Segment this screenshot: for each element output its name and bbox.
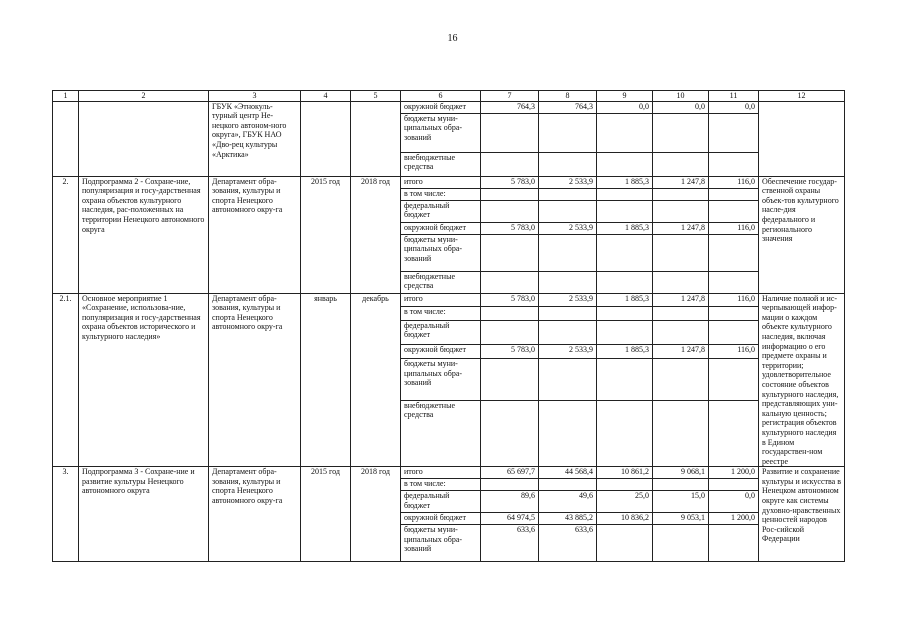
start-cell — [301, 101, 351, 176]
amount-cell — [539, 188, 597, 200]
amount-cell — [539, 113, 597, 152]
amount-cell: 116,0 — [709, 222, 759, 234]
funding-source-cell: окружной бюджет — [401, 101, 481, 113]
funding-source-cell: бюджеты муни-ципальных обра-зований — [401, 113, 481, 152]
executor-cell: Департамент обра-зования, культуры и спорта Ненецкого автономного окру-га — [209, 467, 301, 562]
amount-cell — [597, 200, 653, 222]
column-number-3: 3 — [209, 91, 301, 102]
program-table — [52, 90, 845, 562]
program-name-cell: Подпрограмма 3 - Сохране-ние и развитие культуры Ненецкого автономного округа — [79, 467, 209, 562]
column-number-9: 9 — [597, 91, 653, 102]
amount-cell — [653, 200, 709, 222]
amount-cell — [597, 234, 653, 271]
funding-source-cell: внебюджетные средства — [401, 152, 481, 176]
amount-cell — [709, 200, 759, 222]
amount-cell: 1 200,0 — [709, 467, 759, 479]
column-number-5: 5 — [351, 91, 401, 102]
amount-cell — [597, 525, 653, 562]
amount-cell — [597, 359, 653, 401]
column-number-1: 1 — [53, 91, 79, 102]
amount-cell: 633,6 — [539, 525, 597, 562]
end-date-cell: декабрь — [351, 293, 401, 467]
expected-result-cell: Обеспечение государ-ственной охраны объек-тов культурного насле-дия федерального и регионального значения — [759, 176, 845, 293]
row-number-cell: 3. — [53, 467, 79, 562]
executor-cell: Департамент обра-зования, культуры и спорта Ненецкого автономного окру-га — [209, 176, 301, 293]
executor-cell: Департамент обра-зования, культуры и спорта Ненецкого автономного окру-га — [209, 293, 301, 467]
amount-cell: 633,6 — [481, 525, 539, 562]
funding-source-cell: в том числе: — [401, 188, 481, 200]
amount-cell — [709, 479, 759, 491]
amount-cell: 764,3 — [539, 101, 597, 113]
amount-cell: 44 568,4 — [539, 467, 597, 479]
amount-cell: 0,0 — [653, 101, 709, 113]
amount-cell: 5 783,0 — [481, 345, 539, 359]
amount-cell — [539, 359, 597, 401]
amount-cell — [539, 200, 597, 222]
amount-cell: 43 885,2 — [539, 513, 597, 525]
amount-cell — [539, 479, 597, 491]
amount-cell — [709, 271, 759, 293]
amount-cell — [539, 320, 597, 345]
amount-cell: 0,0 — [597, 101, 653, 113]
header-row — [53, 91, 845, 102]
amount-cell — [709, 307, 759, 321]
amount-cell — [481, 113, 539, 152]
amount-cell — [653, 359, 709, 401]
row-number-cell — [53, 101, 79, 176]
amount-cell: 5 783,0 — [481, 176, 539, 188]
amount-cell — [653, 479, 709, 491]
amount-cell — [539, 271, 597, 293]
amount-cell: 116,0 — [709, 293, 759, 307]
funding-source-cell: бюджеты муни-ципальных обра-зований — [401, 234, 481, 271]
amount-cell — [597, 320, 653, 345]
table-row — [53, 176, 845, 188]
amount-cell — [709, 320, 759, 345]
amount-cell: 116,0 — [709, 176, 759, 188]
result-cell — [759, 101, 845, 176]
funding-source-cell: федеральный бюджет — [401, 491, 481, 513]
funding-source-cell: федеральный бюджет — [401, 200, 481, 222]
amount-cell: 5 783,0 — [481, 222, 539, 234]
amount-cell — [481, 234, 539, 271]
amount-cell — [597, 400, 653, 467]
funding-source-cell: в том числе: — [401, 479, 481, 491]
amount-cell: 1 885,3 — [597, 176, 653, 188]
amount-cell — [481, 271, 539, 293]
amount-cell — [597, 188, 653, 200]
amount-cell: 15,0 — [653, 491, 709, 513]
end-date-cell: 2018 год — [351, 176, 401, 293]
funding-source-cell: в том числе: — [401, 307, 481, 321]
amount-cell: 1 885,3 — [597, 222, 653, 234]
funding-source-cell: внебюджетные средства — [401, 400, 481, 467]
amount-cell — [709, 400, 759, 467]
amount-cell — [481, 200, 539, 222]
table-row — [53, 293, 845, 307]
amount-cell: 49,6 — [539, 491, 597, 513]
amount-cell: 5 783,0 — [481, 293, 539, 307]
column-number-4: 4 — [301, 91, 351, 102]
amount-cell — [709, 188, 759, 200]
column-number-2: 2 — [79, 91, 209, 102]
amount-cell — [539, 234, 597, 271]
amount-cell — [653, 320, 709, 345]
amount-cell — [539, 400, 597, 467]
column-number-7: 7 — [481, 91, 539, 102]
program-name-cell: Основное мероприятие 1 «Сохранение, использова-ние, популяризация и госу-дарственная охрана объектов исторического и культурного наследия» — [79, 293, 209, 467]
amount-cell — [597, 113, 653, 152]
amount-cell: 10 861,2 — [597, 467, 653, 479]
funding-source-cell: федеральный бюджет — [401, 320, 481, 345]
executor-cell: ГБУК «Этнокуль-турный центр Не-нецкого автоном-ного округа», ГБУК НАО «Дво-рец культуры «Арктика» — [209, 101, 301, 176]
amount-cell — [481, 307, 539, 321]
table-row — [53, 467, 845, 479]
amount-cell — [539, 152, 597, 176]
amount-cell — [653, 307, 709, 321]
amount-cell — [597, 271, 653, 293]
amount-cell: 9 068,1 — [653, 467, 709, 479]
start-date-cell: 2015 год — [301, 467, 351, 562]
funding-source-cell: окружной бюджет — [401, 222, 481, 234]
funding-source-cell: бюджеты муни-ципальных обра-зований — [401, 525, 481, 562]
program-name-cell — [79, 101, 209, 176]
amount-cell — [709, 152, 759, 176]
amount-cell — [481, 359, 539, 401]
column-number-6: 6 — [401, 91, 481, 102]
amount-cell — [653, 234, 709, 271]
amount-cell: 1 247,8 — [653, 176, 709, 188]
amount-cell: 116,0 — [709, 345, 759, 359]
amount-cell: 1 247,8 — [653, 293, 709, 307]
row-number-cell: 2.1. — [53, 293, 79, 467]
amount-cell: 1 200,0 — [709, 513, 759, 525]
amount-cell — [597, 479, 653, 491]
amount-cell — [653, 152, 709, 176]
expected-result-cell: Развитие и сохранение культуры и искусства в Ненецком автономном округе как системы духовно-нравственных ценностей народов Рос-сийской Федерации — [759, 467, 845, 562]
amount-cell: 2 533,9 — [539, 176, 597, 188]
amount-cell — [539, 307, 597, 321]
column-number-10: 10 — [653, 91, 709, 102]
amount-cell — [709, 525, 759, 562]
amount-cell — [709, 113, 759, 152]
amount-cell: 2 533,9 — [539, 222, 597, 234]
column-number-8: 8 — [539, 91, 597, 102]
column-number-11: 11 — [709, 91, 759, 102]
amount-cell: 1 247,8 — [653, 222, 709, 234]
end-cell — [351, 101, 401, 176]
amount-cell: 10 836,2 — [597, 513, 653, 525]
amount-cell — [481, 152, 539, 176]
amount-cell — [481, 400, 539, 467]
amount-cell — [481, 479, 539, 491]
amount-cell — [653, 525, 709, 562]
amount-cell: 9 053,1 — [653, 513, 709, 525]
amount-cell: 25,0 — [597, 491, 653, 513]
amount-cell: 1 885,3 — [597, 293, 653, 307]
start-date-cell: 2015 год — [301, 176, 351, 293]
amount-cell — [653, 113, 709, 152]
funding-source-cell: бюджеты муни-ципальных обра-зований — [401, 359, 481, 401]
page-number: 16 — [447, 33, 458, 44]
funding-source-cell: итого — [401, 467, 481, 479]
expected-result-cell: Наличие полной и ис-черпывающей инфор-мации о каждом объекте культурного наследия, включая информацию о его предмете охраны и территории; удовлетворительное состояние объектов культурного наследия, представляющих уни-кальную ценность; регистрация объектов культурного наследия в Едином государствен-ном реестре — [759, 293, 845, 467]
amount-cell: 0,0 — [709, 491, 759, 513]
funding-source-cell: итого — [401, 176, 481, 188]
amount-cell: 1 885,3 — [597, 345, 653, 359]
funding-source-cell: окружной бюджет — [401, 513, 481, 525]
amount-cell — [481, 320, 539, 345]
funding-source-cell: окружной бюджет — [401, 345, 481, 359]
amount-cell — [653, 400, 709, 467]
amount-cell — [653, 188, 709, 200]
amount-cell — [709, 234, 759, 271]
funding-source-cell: внебюджетные средства — [401, 271, 481, 293]
table-row — [53, 101, 845, 113]
amount-cell: 89,6 — [481, 491, 539, 513]
amount-cell: 64 974,5 — [481, 513, 539, 525]
amount-cell — [653, 271, 709, 293]
amount-cell — [481, 188, 539, 200]
amount-cell: 2 533,9 — [539, 293, 597, 307]
funding-source-cell: итого — [401, 293, 481, 307]
amount-cell — [597, 307, 653, 321]
program-name-cell: Подпрограмма 2 - Сохране-ние, популяризация и госу-дарственная охрана объектов культурного наследия, рас-положенных на территории Ненецкого автономного округа — [79, 176, 209, 293]
amount-cell: 65 697,7 — [481, 467, 539, 479]
start-date-cell: январь — [301, 293, 351, 467]
amount-cell — [597, 152, 653, 176]
column-number-12: 12 — [759, 91, 845, 102]
amount-cell: 2 533,9 — [539, 345, 597, 359]
end-date-cell: 2018 год — [351, 467, 401, 562]
row-number-cell: 2. — [53, 176, 79, 293]
amount-cell: 764,3 — [481, 101, 539, 113]
amount-cell: 1 247,8 — [653, 345, 709, 359]
amount-cell: 0,0 — [709, 101, 759, 113]
amount-cell — [709, 359, 759, 401]
